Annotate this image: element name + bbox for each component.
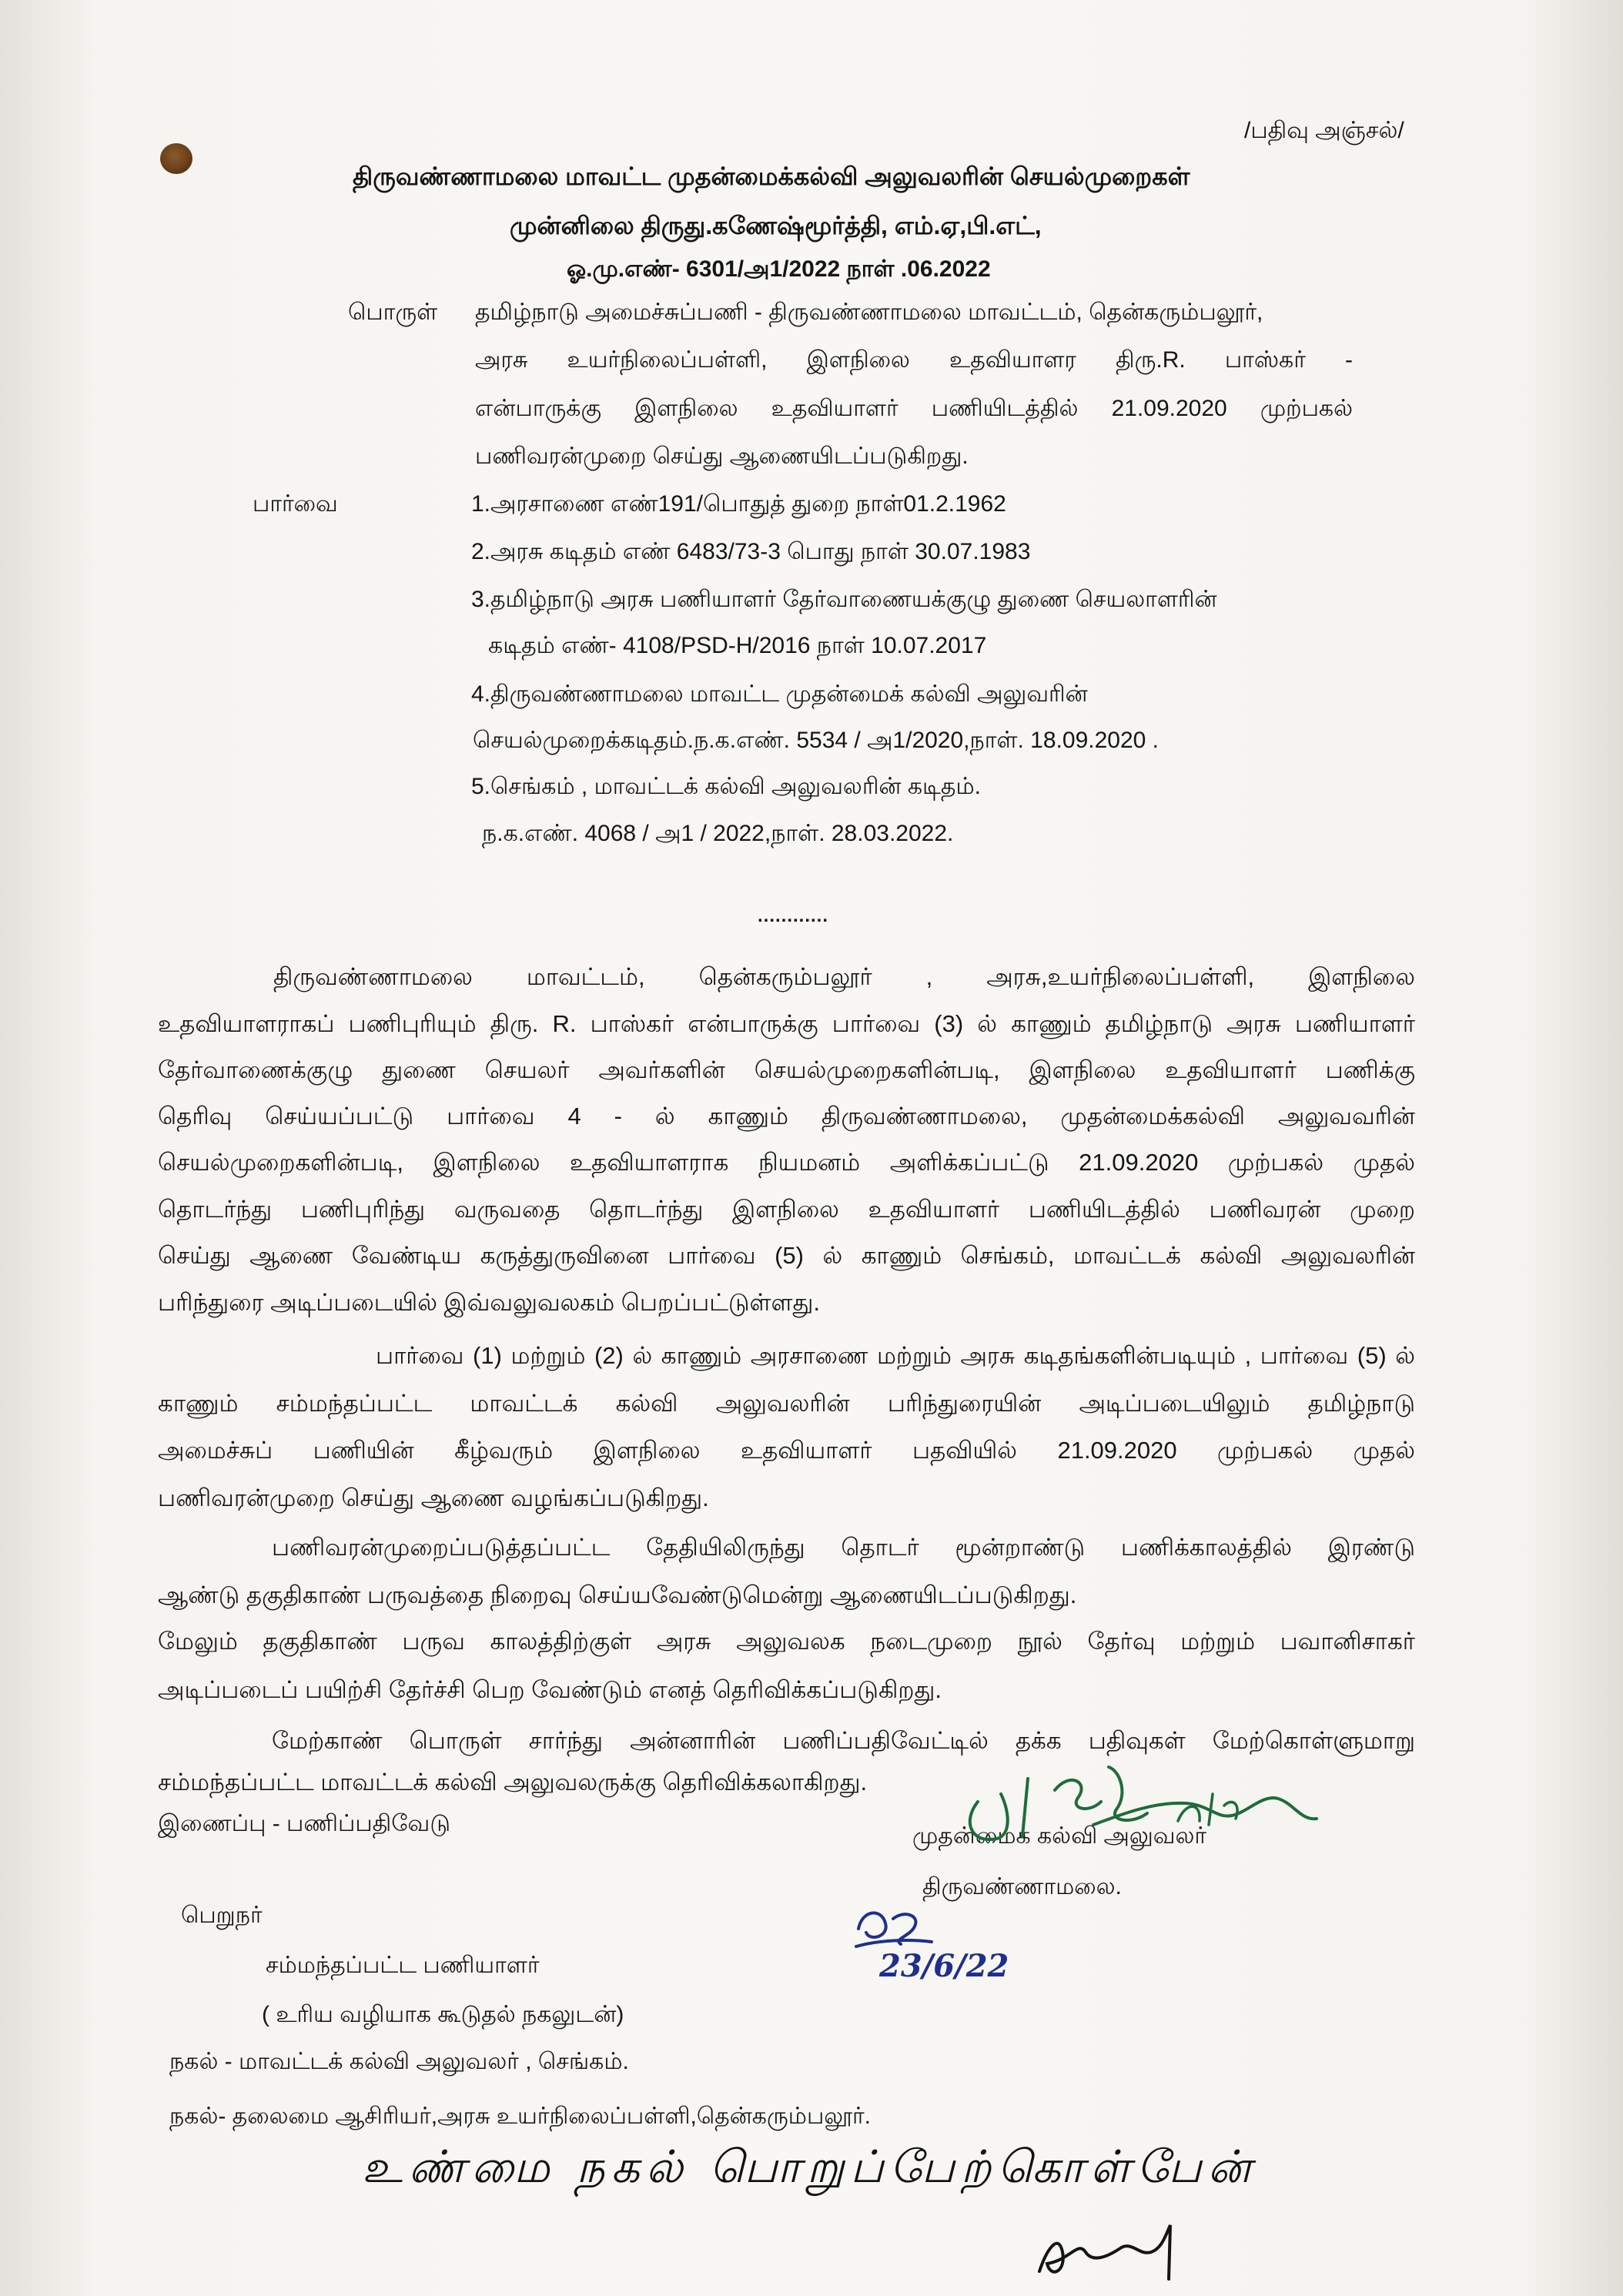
subject-line: பணிவரன்முறை செய்து ஆணையிடப்படுகிறது. — [475, 443, 969, 469]
handwritten-date: 23/6/22 — [879, 1948, 1009, 1984]
subject-label: பொருள் — [348, 300, 438, 325]
registered-post-label: /பதிவு அஞ்சல்/ — [1244, 118, 1404, 143]
section-divider: ............ — [758, 905, 829, 926]
recipient-to: சம்மந்தப்பட்ட பணியாளர் — [266, 1953, 540, 1978]
body-line: செய்து ஆணை வேண்டிய கருத்துருவினை பார்வை (5) ல் காணும் செங்கம், மாவட்டக் கல்வி அலுவலரின் — [158, 1242, 1415, 1269]
reference-item: கடிதம் எண்- 4108/PSD-H/2016 நாள் 10.07.2017 — [488, 633, 987, 658]
body-line: காணும் சம்மந்தப்பட்ட மாவட்டக் கல்வி அலுவலரின் பரிந்துரையின் அடிப்படையிலும் தமிழ்நாடு — [158, 1390, 1415, 1417]
copy-line: நகல் - மாவட்டக் கல்வி அலுவலர் , செங்கம். — [169, 2049, 629, 2074]
body-line: உதவியாளராகப் பணிபுரியும் திரு. R. பாஸ்கர் என்பாருக்கு பார்வை (3) ல் காணும் தமிழ்நாடு அரசு பணியாளர் — [158, 1010, 1415, 1037]
attesting-signature — [1024, 2217, 1201, 2287]
body-line: அடிப்படைப் பயிற்சி தேர்ச்சி பெற வேண்டும் எனத் தெரிவிக்கப்படுகிறது. — [158, 1676, 942, 1703]
body-line: தெரிவு செய்யப்பட்டு பார்வை 4 - ல் காணும் திருவண்ணாமலை, முதன்மைக்கல்வி அலுவவரின் — [158, 1103, 1415, 1130]
body-line: அமைச்சுப் பணியின் கீழ்வரும் இளநிலை உதவியாளர் பதவியில் 21.09.2020 முற்பகல் முதல் — [158, 1437, 1415, 1464]
reference-item: 1.அரசாணை எண்191/பொதுத் துறை நாள்01.2.1962 — [471, 491, 1006, 517]
reference-item: 2.அரசு கடிதம் எண் 6483/73-3 பொது நாள் 30.07.1983 — [471, 539, 1031, 564]
signatory-designation: முதன்மைக் கல்வி அலுவலர் — [912, 1823, 1207, 1849]
reference-item: 3.தமிழ்நாடு அரசு பணியாளர் தேர்வாணையக்குழு துணை செயலாளரின் — [471, 587, 1217, 612]
signatory-place: திருவண்ணாமலை. — [922, 1874, 1122, 1899]
reference-item: 4.திருவண்ணாமலை மாவட்ட முதன்மைக் கல்வி அலுவரின் — [471, 681, 1088, 707]
body-line: பரிந்துரை அடிப்படையில் இவ்வலுவலகம் பெறப்பட்டுள்ளது. — [158, 1289, 820, 1316]
subject-line: என்பாருக்கு இளநிலை உதவியாளர் பணியிடத்தில் 21.09.2020 முற்பகல் — [475, 396, 1353, 421]
reference-label: பார்வை — [253, 491, 338, 517]
body-line: மேலும் தகுதிகாண் பருவ காலத்திற்குள் அரசு அலுவலக நடைமுறை நூல் தேர்வு மற்றும் பவானிசாகர் — [158, 1628, 1415, 1655]
body-line: பணிவரன்முறைப்படுத்தப்பட்ட தேதியிலிருந்து தொடர் மூன்றாண்டு பணிக்காலத்தில் இரண்டு — [272, 1534, 1415, 1561]
subject-line: அரசு உயர்நிலைப்பள்ளி, இளநிலை உதவியாளர திரு.R. பாஸ்கர் - — [475, 347, 1353, 373]
body-line: செயல்முறைகளின்படி, இளநிலை உதவியாளராக நியமனம் அளிக்கப்பட்டு 21.09.2020 முற்பகல் முதல் — [158, 1149, 1415, 1176]
officer-signature — [955, 1748, 1324, 1856]
reference-item: ந.க.எண். 4068 / அ1 / 2022,நாள். 28.03.2022. — [482, 821, 954, 846]
presence-line: முன்னிலை திருது.கணேஷ்மூர்த்தி, எம்.ஏ,பி.எட், — [510, 212, 1042, 239]
body-line: சம்மந்தப்பட்ட மாவட்டக் கல்வி அலுவலருக்கு தெரிவிக்கலாகிறது. — [158, 1769, 868, 1796]
body-line: தொடர்ந்து பணிபுரிந்து வருவதை தொடர்ந்து இளநிலை உதவியாளர் பணியிடத்தில் பணிவரன் முறை — [158, 1196, 1415, 1223]
order-number: ஓ.மு.எண்- 6301/அ1/2022 நாள் .06.2022 — [567, 256, 991, 282]
body-line: பணிவரன்முறை செய்து ஆணை வழங்கப்படுகிறது. — [158, 1484, 709, 1511]
office-title: திருவண்ணாமலை மாவட்ட முதன்மைக்கல்வி அலுவலரின் செயல்முறைகள் — [353, 162, 1190, 190]
recipient-label: பெறுநர் — [181, 1903, 263, 1928]
attestation-handwritten: உண்மை நகல் பொறுப்பேற்கொள்பேன் — [362, 2140, 1257, 2193]
recipient-via: ( உரிய வழியாக கூடுதல் நகலுடன்) — [262, 2002, 624, 2027]
reference-item: செயல்முறைக்கடிதம்.ந.க.எண். 5534 / அ1/2020,நாள். 18.09.2020 . — [473, 728, 1159, 753]
subject-line: தமிழ்நாடு அமைச்சுப்பணி - திருவண்ணாமலை மாவட்டம், தென்கரும்பலூர், — [475, 300, 1263, 325]
copy-line: நகல்- தலைமை ஆசிரியர்,அரசு உயர்நிலைப்பள்ளி,தென்கரும்பலூர். — [169, 2104, 871, 2129]
body-line: பார்வை (1) மற்றும் (2) ல் காணும் அரசாணை மற்றும் அரசு கடிதங்களின்படியும் , பார்வை (5) ல் — [376, 1342, 1415, 1369]
body-line: தேர்வாணைக்குழு துணை செயலர் அவர்களின் செயல்முறைகளின்படி, இளநிலை உதவியாளர் பணிக்கு — [158, 1056, 1415, 1083]
reference-item: 5.செங்கம் , மாவட்டக் கல்வி அலுவலரின் கடிதம். — [471, 774, 981, 799]
enclosure-line: இணைப்பு - பணிப்பதிவேடு — [158, 1811, 451, 1836]
body-line: ஆண்டு தகுதிகாண் பருவத்தை நிறைவு செய்யவேண்டுமென்று ஆணையிடப்படுகிறது. — [158, 1581, 1077, 1608]
body-line: திருவண்ணாமலை மாவட்டம், தென்கரும்பலூர் , அரசு,உயர்நிலைப்பள்ளி, இளநிலை — [273, 963, 1415, 990]
body-line: மேற்காண் பொருள் சார்ந்து அன்னாரின் பணிப்பதிவேட்டில் தக்க பதிவுகள் மேற்கொள்ளுமாறு — [272, 1727, 1415, 1754]
punch-hole — [160, 143, 192, 174]
